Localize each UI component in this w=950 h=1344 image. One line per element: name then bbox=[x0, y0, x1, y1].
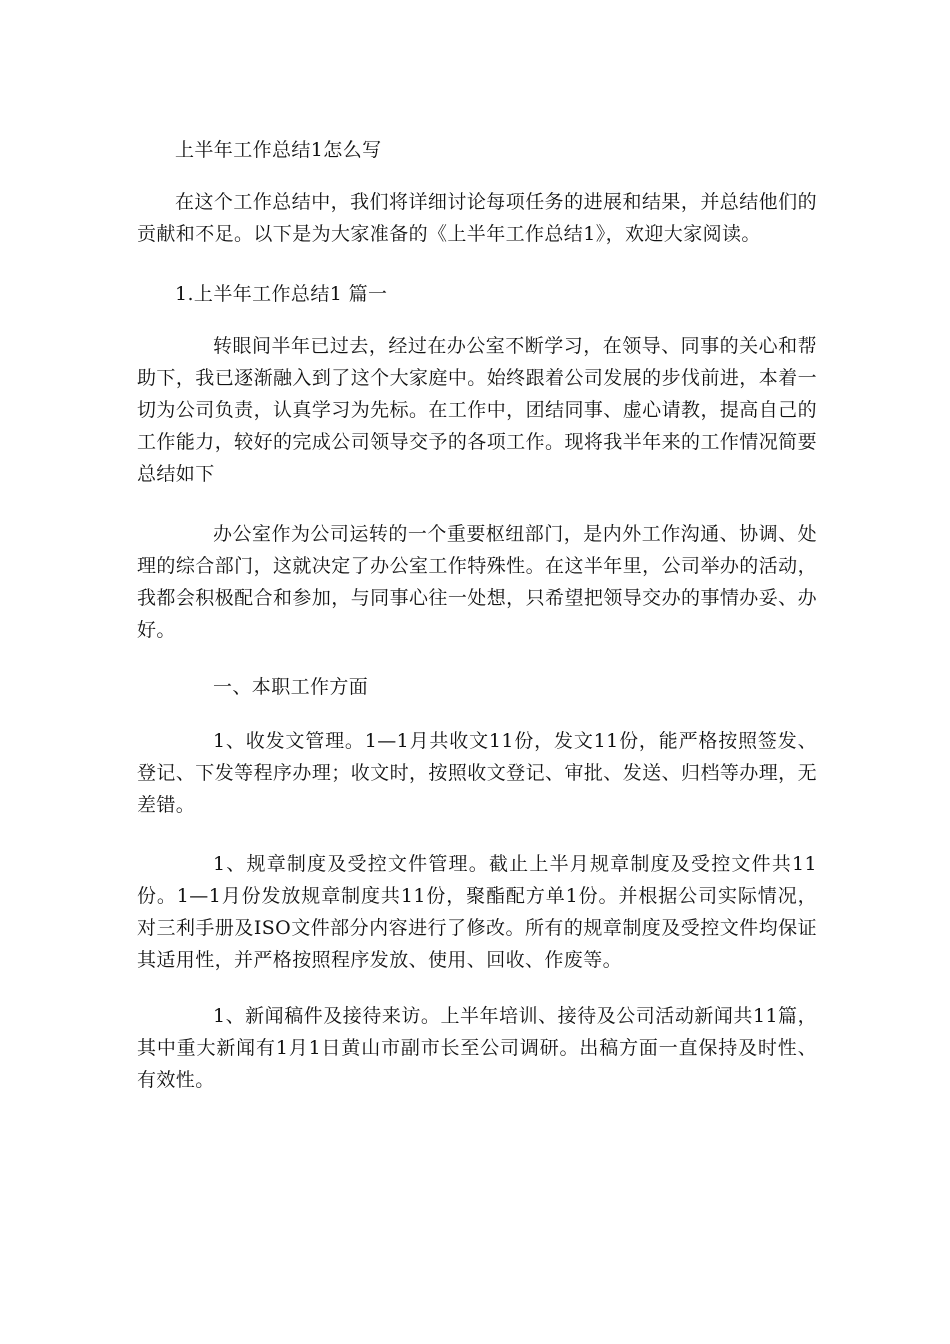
body-paragraph-3: 1、收发文管理。1—1月共收文11份，发文11份，能严格按照签发、登记、下发等程序办理；收文时，按照收文登记、审批、发送、归档等办理，无差错。 bbox=[137, 730, 817, 816]
section-heading: 1.上半年工作总结1 篇一 bbox=[175, 283, 388, 305]
intro-paragraph: 在这个工作总结中，我们将详细讨论每项任务的进展和结果，并总结他们的贡献和不足。以下是为大家准备的《上半年工作总结1》，欢迎大家阅读。 bbox=[137, 191, 817, 245]
subsection-heading: 一、本职工作方面 bbox=[213, 676, 369, 698]
body-paragraph-5: 1、新闻稿件及接待来访。上半年培训、接待及公司活动新闻共11篇，其中重大新闻有1月1日黄山市副市长至公司调研。出稿方面一直保持及时性、有效性。 bbox=[137, 1005, 817, 1091]
body-paragraph-2: 办公室作为公司运转的一个重要枢纽部门，是内外工作沟通、协调、处理的综合部门，这就决定了办公室工作特殊性。在这半年里，公司举办的活动，我都会积极配合和参加，与同事心往一处想，只希望把领导交办的事情办妥、办好。 bbox=[137, 523, 817, 641]
body-paragraph-4: 1、规章制度及受控文件管理。截止上半月规章制度及受控文件共11份。1—1月份发放规章制度共11份，聚酯配方单1份。并根据公司实际情况，对三利手册及ISO文件部分内容进行了修改。所有的规章制度及受控文件均保证其适用性，并严格按照程序发放、使用、回收、作废等。 bbox=[137, 853, 817, 971]
document-title: 上半年工作总结1怎么写 bbox=[175, 139, 382, 161]
body-paragraph-1: 转眼间半年已过去，经过在办公室不断学习，在领导、同事的关心和帮助下，我已逐渐融入到了这个大家庭中。始终跟着公司发展的步伐前进，本着一切为公司负责，认真学习为先标。在工作中，团结同事、虚心请教，提高自己的工作能力，较好的完成公司领导交予的各项工作。现将我半年来的工作情况简要总结如下 bbox=[137, 335, 817, 485]
